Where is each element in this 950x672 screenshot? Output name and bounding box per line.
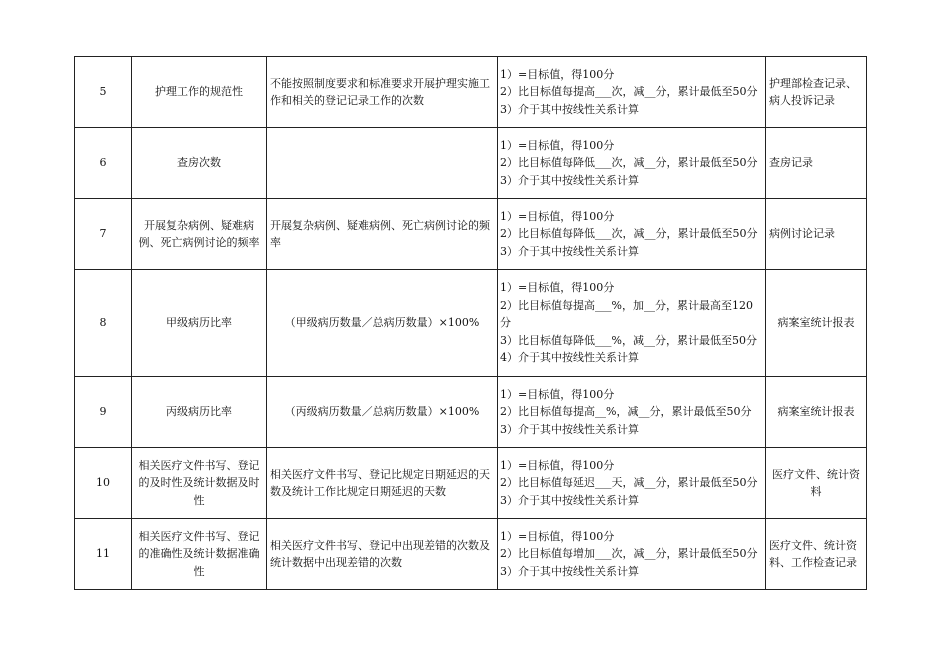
scoring-rule: 4）介于其中按线性关系计算 xyxy=(500,351,639,365)
indicator-name: 查房次数 xyxy=(132,128,267,199)
scoring-rules xyxy=(498,377,766,448)
table-row xyxy=(75,199,867,270)
scoring-rule: 3）比目标值每降低___%，减__分，累计最低至50分 xyxy=(500,333,757,347)
row-number: 10 xyxy=(75,448,132,519)
scoring-rule: 3）介于其中按线性关系计算 xyxy=(500,244,639,258)
table-row xyxy=(75,128,867,199)
scoring-rule: 1）=目标值，得100分 xyxy=(500,529,615,543)
indicator-definition xyxy=(267,128,498,199)
row-number: 8 xyxy=(75,270,132,377)
indicator-definition: （甲级病历数量／总病历数量）×100% xyxy=(267,270,498,377)
row-number: 6 xyxy=(75,128,132,199)
row-number: 9 xyxy=(75,377,132,448)
scoring-rule: 3）介于其中按线性关系计算 xyxy=(500,422,639,436)
indicator-name: 丙级病历比率 xyxy=(132,377,267,448)
scoring-rules xyxy=(498,270,766,377)
scoring-rule: 1）=目标值，得100分 xyxy=(500,387,615,401)
scoring-rules xyxy=(498,519,766,590)
scoring-rule: 1）=目标值，得100分 xyxy=(500,281,615,295)
data-source: 护理部检查记录、病人投诉记录 xyxy=(766,57,867,128)
table-row xyxy=(75,519,867,590)
data-source: 病例讨论记录 xyxy=(766,199,867,270)
scoring-rule: 2）比目标值每延迟___天，减__分，累计最低至50分 xyxy=(500,476,758,490)
scoring-rule: 2）比目标值每增加___次，减__分，累计最低至50分 xyxy=(500,547,758,561)
indicator-table xyxy=(74,56,867,590)
indicator-name: 相关医疗文件书写、登记的准确性及统计数据准确性 xyxy=(132,519,267,590)
scoring-rule: 2）比目标值每提高___%，加__分，累计最高至120分 xyxy=(500,298,753,330)
indicator-table-sheet xyxy=(74,56,866,590)
scoring-rules xyxy=(498,199,766,270)
scoring-rule: 2）比目标值每提高__%，减__分，累计最低至50分 xyxy=(500,405,752,419)
table-row xyxy=(75,448,867,519)
row-number: 11 xyxy=(75,519,132,590)
scoring-rule: 1）=目标值，得100分 xyxy=(500,138,615,152)
scoring-rules xyxy=(498,448,766,519)
scoring-rule: 3）介于其中按线性关系计算 xyxy=(500,173,639,187)
scoring-rule: 1）=目标值，得100分 xyxy=(500,458,615,472)
scoring-rule: 2）比目标值每降低___次，减__分，累计最低至50分 xyxy=(500,227,758,241)
row-number: 5 xyxy=(75,57,132,128)
indicator-name: 甲级病历比率 xyxy=(132,270,267,377)
table-row xyxy=(75,377,867,448)
indicator-definition: 相关医疗文件书写、登记比规定日期延迟的天数及统计工作比规定日期延迟的天数 xyxy=(267,448,498,519)
scoring-rule: 1）=目标值，得100分 xyxy=(500,209,615,223)
scoring-rules xyxy=(498,57,766,128)
scoring-rule: 2）比目标值每降低___次，减__分，累计最低至50分 xyxy=(500,156,758,170)
scoring-rule: 3）介于其中按线性关系计算 xyxy=(500,102,639,116)
indicator-name: 护理工作的规范性 xyxy=(132,57,267,128)
indicator-table-body xyxy=(75,57,867,590)
indicator-definition: 不能按照制度要求和标准要求开展护理实施工作和相关的登记记录工作的次数 xyxy=(267,57,498,128)
data-source: 医疗文件、统计资料 xyxy=(766,448,867,519)
table-row xyxy=(75,57,867,128)
data-source: 医疗文件、统计资料、工作检查记录 xyxy=(766,519,867,590)
indicator-name: 开展复杂病例、疑难病例、死亡病例讨论的频率 xyxy=(132,199,267,270)
scoring-rule: 2）比目标值每提高___次，减__分，累计最低至50分 xyxy=(500,85,758,99)
indicator-definition: 开展复杂病例、疑难病例、死亡病例讨论的频率 xyxy=(267,199,498,270)
scoring-rule: 3）介于其中按线性关系计算 xyxy=(500,493,639,507)
indicator-definition: （丙级病历数量／总病历数量）×100% xyxy=(267,377,498,448)
scoring-rules xyxy=(498,128,766,199)
scoring-rule: 1）=目标值，得100分 xyxy=(500,67,615,81)
data-source: 病案室统计报表 xyxy=(766,270,867,377)
table-row xyxy=(75,270,867,377)
row-number: 7 xyxy=(75,199,132,270)
data-source: 查房记录 xyxy=(766,128,867,199)
scoring-rule: 3）介于其中按线性关系计算 xyxy=(500,564,639,578)
indicator-definition: 相关医疗文件书写、登记中出现差错的次数及统计数据中出现差错的次数 xyxy=(267,519,498,590)
indicator-name: 相关医疗文件书写、登记的及时性及统计数据及时性 xyxy=(132,448,267,519)
data-source: 病案室统计报表 xyxy=(766,377,867,448)
